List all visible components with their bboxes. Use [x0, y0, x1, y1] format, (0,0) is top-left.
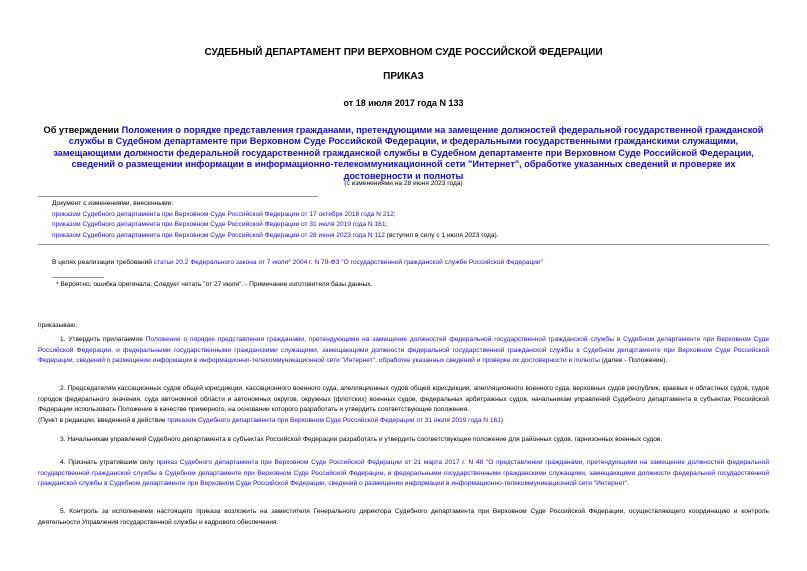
- amendment-tail: (вступил в силу с 1 июля 2023 года).: [384, 231, 499, 239]
- edition-note: (с изменениями на 28 июня 2023 года): [344, 180, 463, 187]
- amendments-heading: Документ с изменениями, внесенными:: [52, 200, 174, 207]
- paragraph-4: [38, 458, 769, 490]
- amendment-link[interactable]: приказом Судебного департамента при Верховном Суде Российской Федерации от 28 июня 2023 года N 112: [52, 231, 385, 239]
- paragraph-1: [38, 335, 769, 367]
- p2-note-tail: ): [500, 416, 504, 424]
- p4-prefix: 4. Признать утратившим силу: [60, 459, 157, 466]
- p2-text: 2. Председателям кассационных судов общей юрисдикции, кассационного военного суда, апелляционных судов общей юрисдикции, апелляционного военного суда, верховных судов республик, краевых и областных судов, судов городов федерального значения, суда автономной области и автономных округов, окружных (флотских) военных судов, федеральных арбитражных судов, начальникам управлений Судебного департамента в субъектах Российской Федерации использовать Положение в качестве примерного, на основании которого разработать и утвердить соответствующие положения.: [38, 385, 769, 414]
- amendment-item: [52, 220, 772, 231]
- repealed-order-link[interactable]: приказ Судебного департамента при Верховном Суде Российской Федерации от 21 марта 2017 г. N 48 "О представлении гражданами, претендующими на замещение должностей федеральной государственной гражданской службы в Судебном департаменте при Верховном Суде Российской Федерации, и федеральными государственными гражданскими служащими, замещающими должности федеральной государственной гражданской службы в Судебном департаменте при Верховном Суде Российской Федерации, сведений о размещении информации в информационно-телекоммуникационной сети "Интернет": [38, 459, 770, 488]
- document-title: [38, 125, 769, 182]
- p1-tail: (далее - Положение).: [599, 357, 668, 365]
- goal-paragraph: [52, 258, 772, 269]
- amendment-item: [52, 210, 772, 221]
- footnote-divider: [52, 277, 104, 278]
- order-word: приказываю:: [38, 322, 78, 329]
- amendment-tail: ;: [393, 210, 396, 218]
- date-number-heading: от 18 июля 2017 года N 133: [343, 98, 464, 108]
- regulation-link[interactable]: Положение о порядке представления гражданами, претендующими на замещение должностей федеральной государственной гражданской службы в Судебном департаменте при Верховном Суде Российской Федерации, и федеральными государственными гражданскими служащими, замещающими должности федеральной государственной гражданской службы в Судебном департаменте при Верховном Суде Российской Федерации, сведений о размещении информации в информационно-телекоммуникационной сети "Интернет", обработке указанных сведений и проверке их достоверности и полноты: [38, 336, 769, 365]
- p2-note-link[interactable]: приказом Судебного департамента при Верховном Суде Российской Федерации от 31 июля 2019 года N 161: [167, 416, 501, 424]
- paragraph-2: [38, 384, 769, 426]
- amendments-list: [52, 199, 772, 241]
- p2-note-prefix: (Пункт в редакции, введенной в действие: [38, 416, 168, 424]
- footnote: * Вероятно, ошибка оригинала. Следует читать "от 27 июля". - Примечание изготовителя базы данных.: [56, 281, 373, 288]
- paragraph-3: 3. Начальникам управлений Судебного департамента в субъектах Российской Федерации разработать и утвердить соответствующее положение для районных судов, гарнизонных военных судов.: [60, 436, 663, 443]
- goal-prefix: В целях реализации требований: [52, 259, 154, 266]
- organization-heading: СУДЕБНЫЙ ДЕПАРТАМЕНТ ПРИ ВЕРХОВНОМ СУДЕ РОССИЙСКОЙ ФЕДЕРАЦИИ: [204, 47, 603, 58]
- document-type-heading: ПРИКАЗ: [383, 71, 424, 82]
- amendment-item: [52, 231, 772, 242]
- p1-prefix: 1. Утвердить прилагаемое: [60, 336, 146, 343]
- title-prefix: Об утверждении: [43, 125, 122, 135]
- goal-law-link[interactable]: статьи 20.2 Федерального закона от 7 июля* 2004 г. N 79-ФЗ "О государственной гражданской службе Российской Федерации": [153, 259, 543, 266]
- paragraph-5: 5. Контроль за исполнением настоящего приказа возложить на заместителя Генерального директора Судебного департамента при Верховном Суде Российской Федерации, осуществляющего координацию и контроль деятельности Управления государственной службы и кадрового обеспечения.: [38, 508, 769, 526]
- divider: [38, 244, 769, 245]
- p4-tail: .: [627, 480, 630, 488]
- divider: [38, 196, 318, 197]
- amendment-link[interactable]: приказом Судебного департамента при Верховном Суде Российской Федерации от 31 июля 2019 года N 161: [52, 221, 386, 229]
- title-link[interactable]: Положения о порядке представления гражданами, претендующими на замещение должностей федеральной государственной гражданской службы в Судебном департаменте при Верховном Суде Российской Федерации, и федеральными государственными гражданскими служащими, замещающими должности федеральной государственной гражданской службы в Судебном департаменте при Верховном Суде Российской Федерации, сведений о размещении информации в информационно-телекоммуникационной сети "Интернет", обработке указанных сведений и проверке их достоверности и полноты: [53, 125, 764, 181]
- amendment-tail: ;: [385, 221, 388, 229]
- amendment-link[interactable]: приказом Судебного департамента при Верховном Суде Российской Федерации от 17 октября 2018 года N 212: [52, 210, 394, 218]
